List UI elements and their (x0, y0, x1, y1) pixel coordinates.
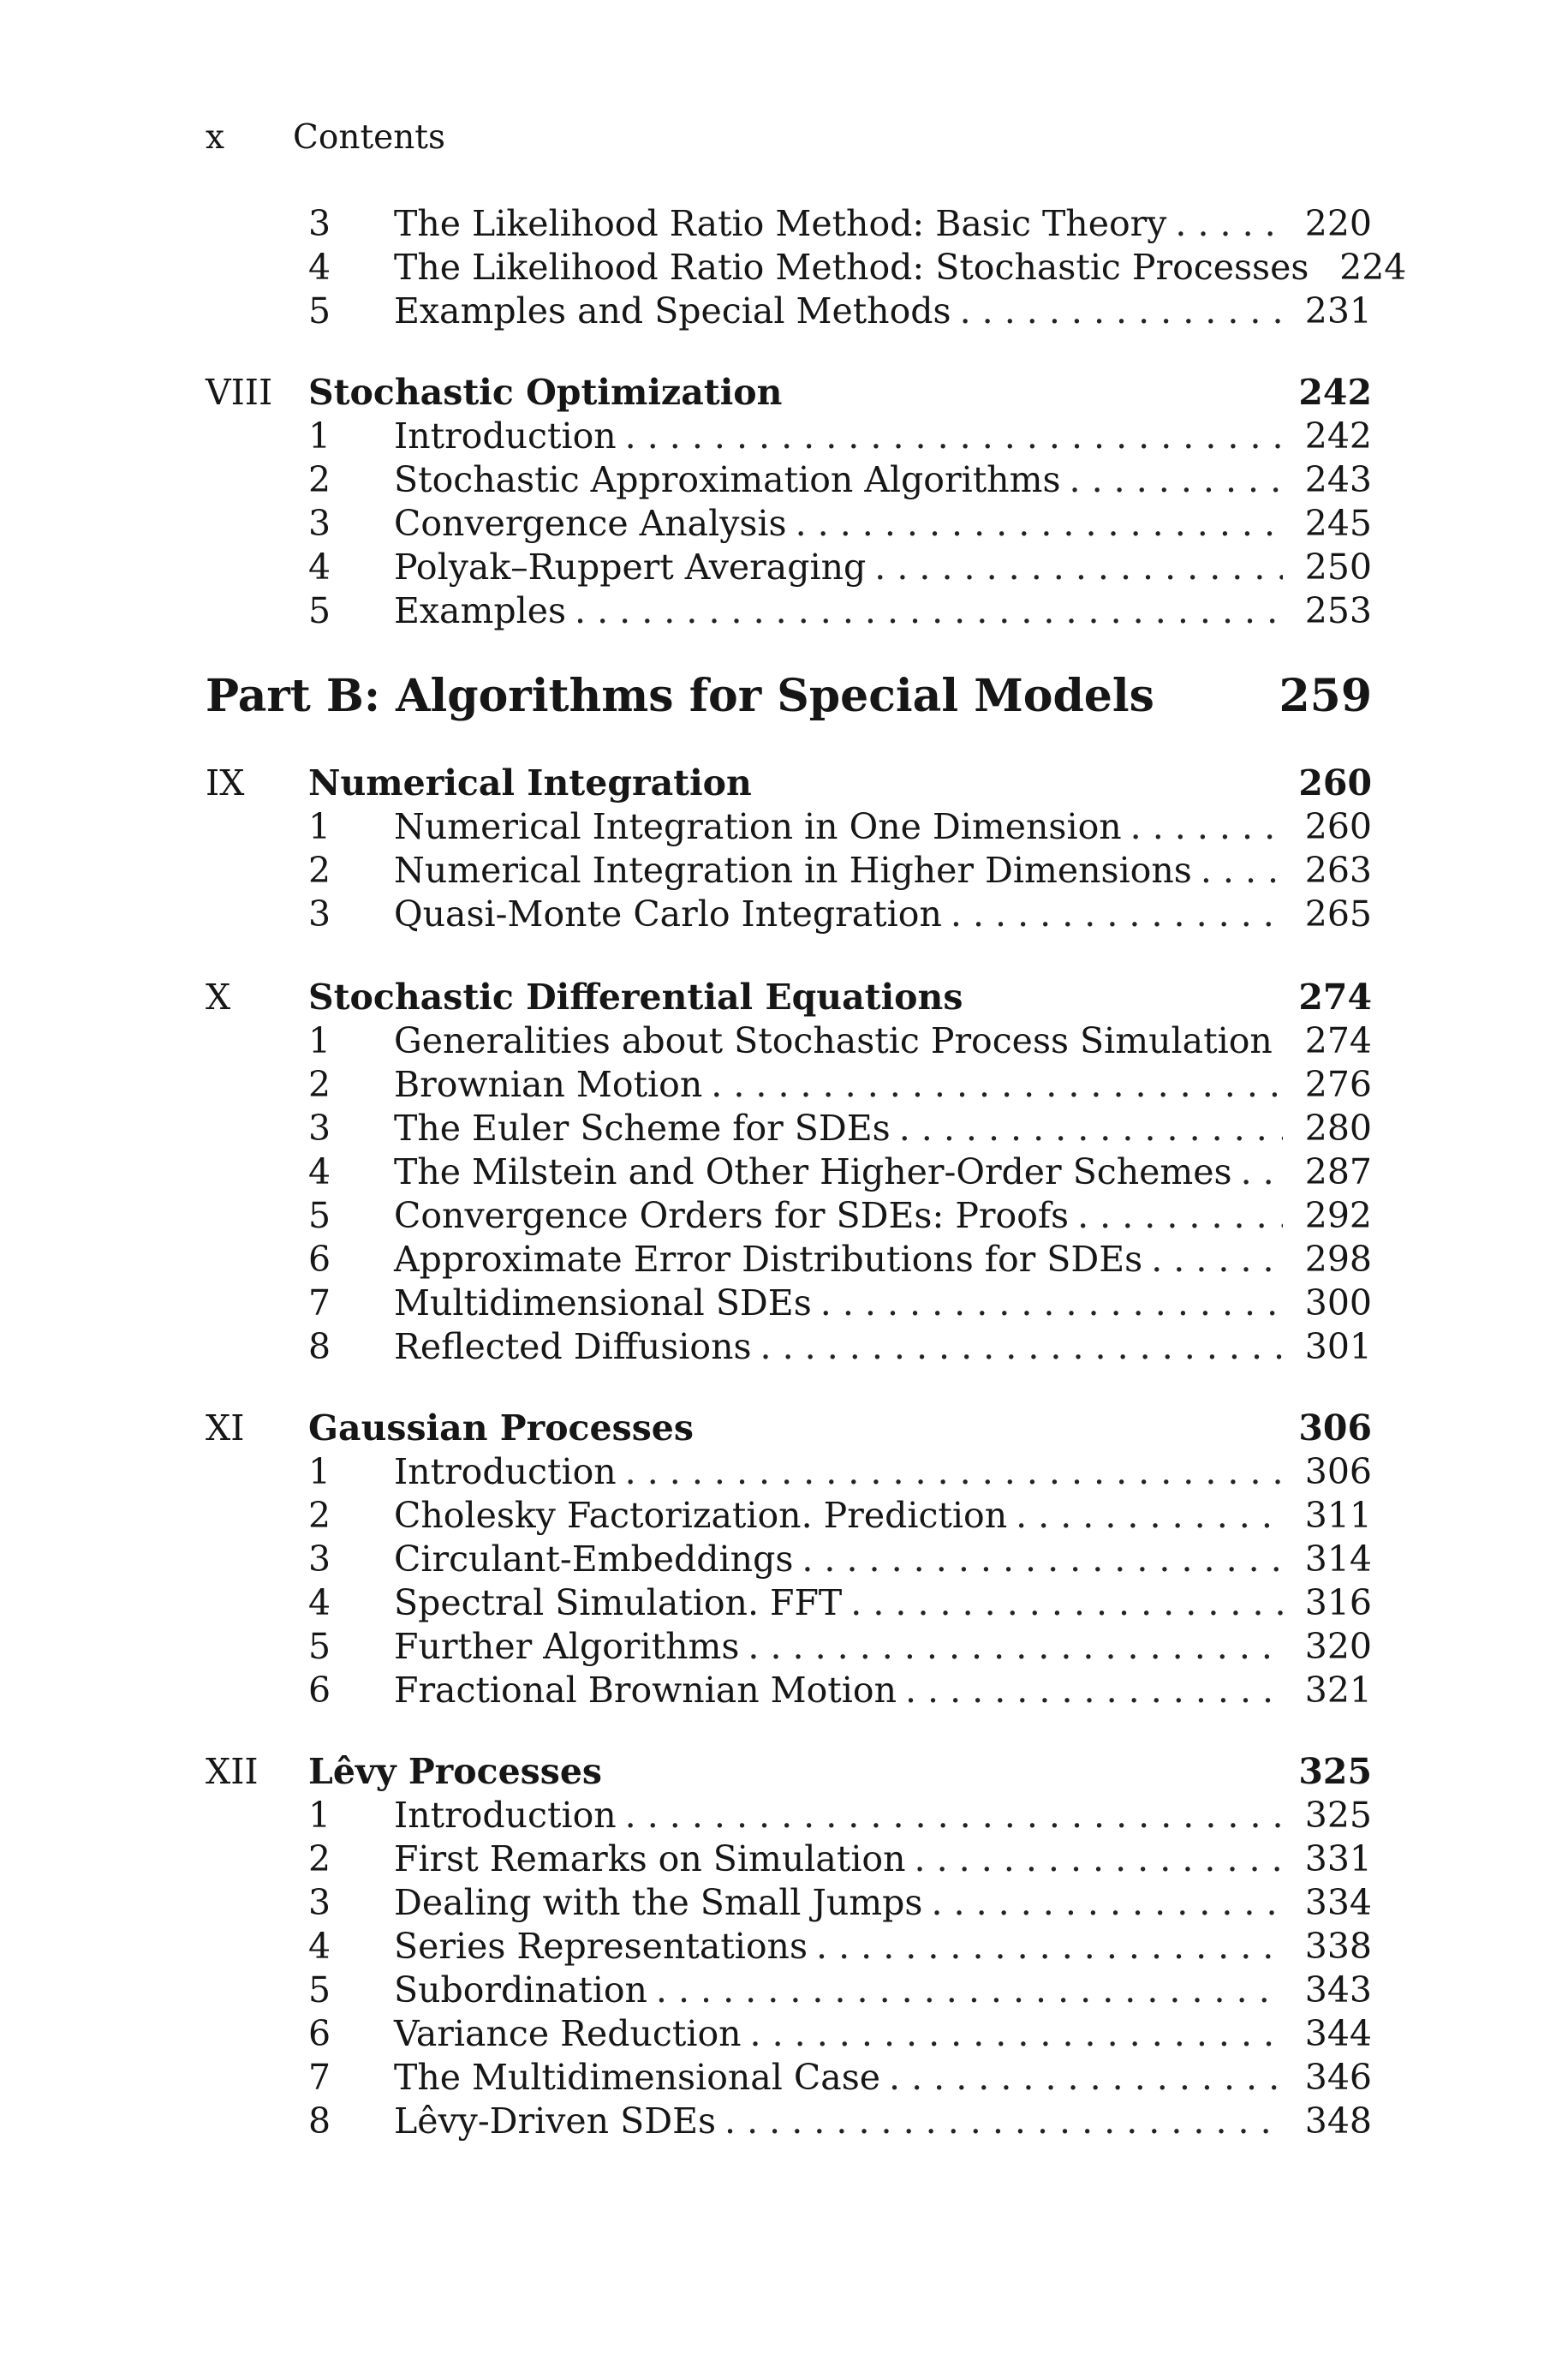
section-number: 4 (308, 547, 331, 588)
dot-leader (1070, 459, 1284, 500)
chapter-title: Lêvy Processes (308, 1751, 602, 1792)
section-title: Subordination (394, 1969, 647, 2011)
section-title: Variance Reduction (394, 2013, 742, 2054)
section-number: 5 (308, 1969, 331, 2011)
dot-leader (915, 1838, 1283, 1879)
section-page: 242 (1304, 415, 1372, 457)
page-number: x (206, 117, 224, 157)
dot-leader (960, 290, 1283, 332)
chapter-number: XI (206, 1407, 245, 1449)
dot-leader (625, 1451, 1283, 1492)
dot-leader (931, 1882, 1283, 1923)
running-title: Contents (293, 117, 445, 157)
section-page: 314 (1304, 1539, 1372, 1580)
dot-leader (625, 1795, 1283, 1836)
toc-section-entry[interactable] (308, 1282, 1372, 1326)
section-title: Circulant-Embeddings (394, 1539, 794, 1580)
chapter-number: XII (206, 1751, 259, 1792)
section-title: Introduction (394, 1795, 617, 1836)
dot-leader (1016, 1495, 1283, 1536)
toc-section-entry[interactable] (308, 503, 1372, 547)
dot-leader (850, 1582, 1283, 1623)
section-title: Cholesky Factorization. Prediction (394, 1495, 1008, 1536)
section-page: 231 (1304, 290, 1372, 332)
dot-leader (1175, 203, 1283, 244)
section-number: 3 (308, 1108, 331, 1149)
toc-section-entry[interactable] (308, 1108, 1372, 1151)
toc-section-entry[interactable] (308, 1539, 1372, 1582)
dot-leader (889, 2057, 1283, 2098)
part-page: 259 (1279, 670, 1372, 722)
chapter-page: 242 (1298, 372, 1372, 413)
toc-chapter-entry[interactable] (206, 977, 1372, 1020)
section-page: 245 (1304, 503, 1372, 544)
toc-section-entry[interactable] (308, 1326, 1372, 1370)
toc-section-entry[interactable] (308, 850, 1372, 893)
section-number: 1 (308, 1020, 331, 1061)
section-number: 8 (308, 1326, 331, 1367)
section-page: 263 (1304, 850, 1372, 891)
section-title: Examples and Special Methods (394, 290, 951, 332)
section-page: 300 (1304, 1282, 1372, 1323)
section-page: 276 (1304, 1064, 1372, 1105)
section-title: The Milstein and Other Higher-Order Schemes (394, 1151, 1232, 1192)
chapter-number: VIII (206, 372, 273, 413)
section-page: 265 (1304, 893, 1372, 935)
section-page: 331 (1304, 1838, 1372, 1879)
section-title: Introduction (394, 1451, 617, 1492)
section-page: 287 (1304, 1151, 1372, 1192)
running-head (206, 116, 445, 158)
section-title: Numerical Integration in Higher Dimensions (394, 850, 1192, 891)
toc-section-entry[interactable] (308, 1151, 1372, 1195)
dot-leader (899, 1108, 1283, 1149)
chapter-page: 325 (1298, 1751, 1372, 1792)
section-page: 298 (1304, 1239, 1372, 1280)
toc-section-entry[interactable] (308, 1495, 1372, 1539)
section-page: 343 (1304, 1969, 1372, 2011)
toc-section-entry[interactable] (308, 415, 1372, 459)
dot-leader (951, 893, 1283, 935)
section-number: 2 (308, 459, 331, 500)
dot-leader (1077, 1195, 1283, 1236)
section-number: 1 (308, 1451, 331, 1492)
section-number: 2 (308, 1064, 331, 1105)
dot-leader (625, 415, 1283, 457)
chapter-number: IX (206, 762, 245, 804)
toc-section-entry[interactable] (308, 459, 1372, 503)
section-title: The Likelihood Ratio Method: Basic Theory (394, 203, 1167, 244)
dot-leader (656, 1969, 1283, 2011)
toc-section-entry[interactable] (308, 1239, 1372, 1282)
toc-section-entry[interactable] (308, 203, 1372, 247)
section-title: Approximate Error Distributions for SDEs (394, 1239, 1143, 1280)
section-page: 346 (1304, 2057, 1372, 2098)
chapter-page: 260 (1298, 762, 1372, 804)
section-page: 243 (1304, 459, 1372, 500)
section-title: Numerical Integration in One Dimension (394, 806, 1122, 847)
toc-section-entry[interactable] (308, 1064, 1372, 1108)
dot-leader (1201, 850, 1283, 891)
dot-leader (874, 547, 1283, 588)
section-number: 2 (308, 1495, 331, 1536)
chapter-title: Numerical Integration (308, 762, 752, 804)
section-page: 301 (1304, 1326, 1372, 1367)
section-number: 7 (308, 2057, 331, 2098)
dot-leader (1281, 1020, 1283, 1061)
section-page: 348 (1304, 2100, 1372, 2142)
section-title: Fractional Brownian Motion (394, 1670, 897, 1711)
section-number: 3 (308, 1539, 331, 1580)
section-number: 1 (308, 415, 331, 457)
section-number: 4 (308, 1582, 331, 1623)
toc-section-entry[interactable] (308, 2057, 1372, 2100)
section-number: 3 (308, 503, 331, 544)
section-number: 4 (308, 1926, 331, 1967)
section-number: 3 (308, 203, 331, 244)
chapter-page: 274 (1298, 977, 1372, 1018)
chapter-title: Stochastic Optimization (308, 372, 783, 413)
toc-section-entry[interactable] (308, 2100, 1372, 2144)
toc-section-entry[interactable] (308, 547, 1372, 590)
dot-leader (796, 503, 1283, 544)
toc-section-entry[interactable] (308, 1838, 1372, 1882)
section-page: 292 (1304, 1195, 1372, 1236)
section-title: Convergence Analysis (394, 503, 787, 544)
section-title: Spectral Simulation. FFT (394, 1582, 843, 1623)
section-title: Quasi-Monte Carlo Integration (394, 893, 942, 935)
section-title: Introduction (394, 415, 617, 457)
toc-section-entry[interactable] (308, 893, 1372, 937)
section-page: 334 (1304, 1882, 1372, 1923)
section-page: 274 (1304, 1020, 1372, 1061)
toc-section-entry[interactable] (308, 1926, 1372, 1969)
toc-section-entry[interactable] (308, 1670, 1372, 1713)
chapter-page: 306 (1298, 1407, 1372, 1449)
toc-section-entry[interactable] (308, 290, 1372, 334)
toc-chapter-entry[interactable] (206, 1751, 1372, 1795)
section-number: 6 (308, 1670, 331, 1711)
section-number: 4 (308, 247, 331, 288)
toc-section-entry[interactable] (308, 1626, 1372, 1670)
section-title: The Euler Scheme for SDEs (394, 1108, 891, 1149)
section-number: 8 (308, 2100, 331, 2142)
toc-section-entry[interactable] (308, 2013, 1372, 2057)
section-number: 5 (308, 290, 331, 332)
section-title: Examples (394, 590, 567, 631)
section-number: 5 (308, 1626, 331, 1667)
dot-leader (816, 1926, 1283, 1967)
dot-leader (1151, 1239, 1283, 1280)
chapter-title: Stochastic Differential Equations (308, 977, 963, 1018)
toc-section-entry[interactable] (308, 1582, 1372, 1626)
section-page: 325 (1304, 1795, 1372, 1836)
section-page: 220 (1304, 203, 1372, 244)
dot-leader (711, 1064, 1283, 1105)
dot-leader (760, 1326, 1283, 1367)
toc-section-entry[interactable] (308, 1882, 1372, 1926)
section-page: 321 (1304, 1670, 1372, 1711)
toc-section-entry[interactable] (308, 1795, 1372, 1838)
dot-leader (724, 2100, 1283, 2142)
dot-leader (820, 1282, 1283, 1323)
section-title: Reflected Diffusions (394, 1326, 752, 1367)
part-title: Part B: Algorithms for Special Models (206, 670, 1154, 722)
section-number: 5 (308, 590, 331, 631)
dot-leader (748, 1626, 1283, 1667)
toc-chapter-entry[interactable] (206, 372, 1372, 415)
section-number: 1 (308, 806, 331, 847)
toc-section-entry[interactable] (308, 1969, 1372, 2013)
dot-leader (575, 590, 1283, 631)
section-page: 316 (1304, 1582, 1372, 1623)
section-page: 224 (1339, 247, 1407, 288)
section-page: 250 (1304, 547, 1372, 588)
section-number: 7 (308, 1282, 331, 1323)
section-title: Dealing with the Small Jumps (394, 1882, 923, 1923)
section-title: Polyak–Ruppert Averaging (394, 547, 867, 588)
section-page: 311 (1304, 1495, 1372, 1536)
section-page: 253 (1304, 590, 1372, 631)
section-title: Generalities about Stochastic Process Simulation (394, 1020, 1273, 1061)
section-title: Multidimensional SDEs (394, 1282, 812, 1323)
toc-chapter-entry[interactable] (206, 1407, 1372, 1451)
dot-leader (750, 2013, 1283, 2054)
section-page: 280 (1304, 1108, 1372, 1149)
section-title: Convergence Orders for SDEs: Proofs (394, 1195, 1070, 1236)
section-number: 6 (308, 1239, 331, 1280)
chapter-title: Gaussian Processes (308, 1407, 694, 1449)
dot-leader (1241, 1151, 1283, 1192)
section-title: Lêvy-Driven SDEs (394, 2100, 717, 2142)
section-number: 2 (308, 1838, 331, 1879)
section-page: 344 (1304, 2013, 1372, 2054)
section-title: Brownian Motion (394, 1064, 703, 1105)
section-page: 338 (1304, 1926, 1372, 1967)
dot-leader (802, 1539, 1283, 1580)
section-number: 2 (308, 850, 331, 891)
section-page: 320 (1304, 1626, 1372, 1667)
section-number: 3 (308, 1882, 331, 1923)
section-title: Series Representations (394, 1926, 808, 1967)
toc-section-entry[interactable] (308, 590, 1372, 634)
section-number: 6 (308, 2013, 331, 2054)
section-title: Further Algorithms (394, 1626, 740, 1667)
section-number: 3 (308, 893, 331, 935)
toc-section-entry[interactable] (308, 806, 1372, 850)
toc-section-entry[interactable] (308, 1020, 1372, 1064)
section-title: First Remarks on Simulation (394, 1838, 906, 1879)
section-title: The Multidimensional Case (394, 2057, 880, 2098)
section-title: Stochastic Approximation Algorithms (394, 459, 1061, 500)
dot-leader (1130, 806, 1283, 847)
toc-section-entry[interactable] (308, 1195, 1372, 1239)
chapter-number: X (206, 977, 231, 1018)
toc-chapter-entry[interactable] (206, 762, 1372, 806)
toc-section-entry[interactable] (308, 247, 1407, 290)
section-number: 4 (308, 1151, 331, 1192)
section-number: 1 (308, 1795, 331, 1836)
section-page: 306 (1304, 1451, 1372, 1492)
toc-part-entry[interactable] (206, 670, 1372, 730)
section-title: The Likelihood Ratio Method: Stochastic Processes (394, 247, 1309, 288)
section-number: 5 (308, 1195, 331, 1236)
toc-section-entry[interactable] (308, 1451, 1372, 1495)
dot-leader (905, 1670, 1283, 1711)
section-page: 260 (1304, 806, 1372, 847)
